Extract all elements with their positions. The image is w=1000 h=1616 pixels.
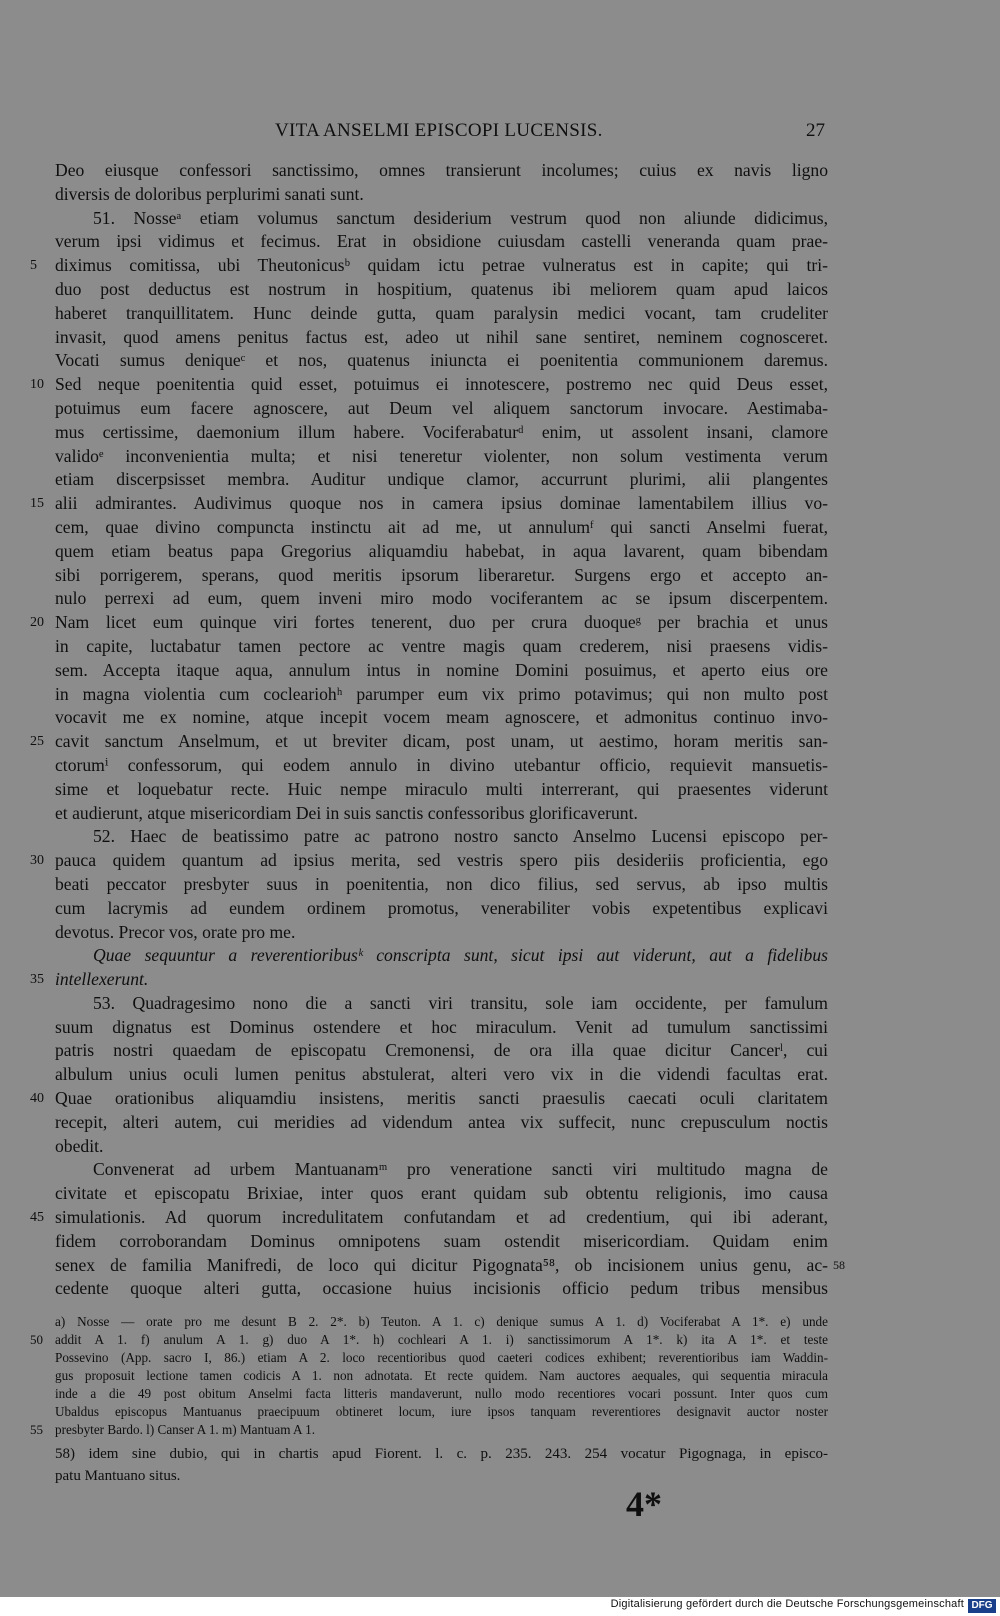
line-text: senex de familia Manifredi, de loco qui dicitur Pigognata⁵⁸, ob incisionem unius genu, ac-: [55, 1254, 828, 1275]
line-text: Quae sequuntur a reverentioribusᵏ conscripta sunt, sicut ipsi aut viderunt, aut a fidelibus: [93, 945, 828, 966]
signature-mark: 4*: [626, 1484, 662, 1524]
footnote-line: [0, 1313, 1000, 1331]
text-line: [0, 230, 1000, 254]
line-number: 15: [30, 496, 44, 512]
page-number: 27: [806, 120, 825, 141]
line-text: Nam licet eum quinque viri fortes tenerent, duo per crura duoqueᵍ per brachia et unus: [55, 612, 828, 633]
line-text: Quae orationibus aliquamdiu insistens, meritis sancti praesulis caecati oculi claritatem: [55, 1088, 828, 1109]
text-line: [0, 968, 1000, 992]
line-text: devotus. Precor vos, orate pro me.: [55, 921, 296, 942]
text-line: [0, 802, 1000, 826]
line-text: et audierunt, atque misericordiam Dei in suis sanctis confessoribus glorificaverunt.: [55, 802, 638, 823]
line-text: sime et loquebatur recte. Huic nempe miraculo multi interrerant, qui praesentes viderunt: [55, 778, 828, 799]
line-text: suum dignatus est Dominus ostendere et hoc miraculum. Venit ad tumulum sanctissimi: [55, 1016, 828, 1037]
text-line: [0, 611, 1000, 635]
line-number: 35: [30, 972, 44, 988]
footnote-line: [0, 1385, 1000, 1403]
text-line: [0, 730, 1000, 754]
line-text: Vocati sumus deniqueᶜ et nos, quatenus iniuncta ei poenitentia communionem daremus.: [55, 350, 828, 371]
line-number: 40: [30, 1091, 44, 1107]
line-text: haberet tranquillitatem. Hunc deinde gutta, quam paralysin medici vocant, tam crudeliter: [55, 302, 828, 323]
line-text: mus certissime, daemonium illum habere. Vociferabaturᵈ enim, ut assolent insani, clamore: [55, 421, 828, 442]
line-text: addit A 1. f) anulum A 1. g) duo A 1*. h) cochleari A 1. i) sanctissimorum A 1*. k) ita A 1*. et teste: [55, 1332, 828, 1347]
line-text: nulo perrexi ad eum, quem inveni miro modo vociferantem ac se ipsum discerpentem.: [55, 588, 828, 609]
line-text: Deo eiusque confessori sanctissimo, omnes transierunt incolumes; cuius ex navis ligno: [55, 160, 828, 180]
line-text: Sed neque poenitentia quid esset, potuimus ei innotescere, postremo nec quid Deus esset,: [55, 374, 828, 395]
footnote-line: [0, 1349, 1000, 1367]
line-text: diximus comitissa, ubi Theutonicusᵇ quidam ictu petrae vulneratus est in capite; qui tri-: [55, 255, 828, 276]
line-text: cavit sanctum Anselmum, et ut breviter dicam, post unam, ut aestimo, horam meritis san-: [55, 731, 828, 752]
line-text: 52. Haec de beatissimo patre ac patrono nostro sancto Anselmo Lucensi episcopo per-: [93, 826, 828, 847]
funding-credit: Digitalisierung gefördert durch die Deutsche Forschungsgemeinschaft: [610, 1598, 964, 1610]
footnote-line: [0, 1403, 1000, 1421]
text-line: [0, 254, 1000, 278]
text-line: [0, 778, 1000, 802]
text-line: [0, 302, 1000, 326]
page-header: [0, 120, 1000, 146]
text-line: [0, 1135, 1000, 1159]
line-text: civitate et episcopatu Brixiae, inter quos erant quidam sub obtentu religionis, imo causa: [55, 1183, 828, 1204]
line-text: Possevino (App. sacro I, 86.) etiam A 2. loco recentioribus quod caeteri codices exhibent; reverentioribus iam Waddin-: [55, 1350, 828, 1365]
text-line: [0, 849, 1000, 873]
line-text: validoᵉ inconvenientia multa; et nisi teneretur violenter, non solum vestimenta verum: [55, 445, 828, 466]
line-text: sem. Accepta itaque aqua, annulum intus in nomine Domini posuimus, et aperto eius ore: [55, 659, 828, 680]
line-number: 20: [30, 615, 44, 631]
footnotes: [0, 1313, 1000, 1439]
text-line: [0, 326, 1000, 350]
text-line: [0, 492, 1000, 516]
line-text: cem, quae divino compuncta instinctu ait ad me, ut annulumᶠ qui sancti Anselmi fuerat,: [55, 516, 828, 537]
line-text: beati peccator presbyter suus in poenitentia, non dico filius, sed servus, ab ipso multis: [55, 873, 828, 894]
editor-note-58: [0, 1443, 1000, 1487]
text-line: [0, 1111, 1000, 1135]
text-line: [0, 516, 1000, 540]
footnote-line: [0, 1367, 1000, 1385]
digitization-footer: [0, 1597, 1000, 1616]
text-line: [0, 1277, 1000, 1301]
text-line: [0, 921, 1000, 945]
line-text: obedit.: [55, 1135, 104, 1156]
line-text: vocavit me ex nomine, atque incepit vocem meam agnoscere, et admonitus continuo invo-: [55, 707, 828, 728]
line-text: gus proposuit lectione tamen codicis A 1. non adnotata. Et recte quidem. Nam auctores aequales, qui sequentia miracula: [55, 1368, 828, 1383]
footnote-line: [0, 1331, 1000, 1349]
line-number: 5: [30, 258, 37, 274]
line-text: patu Mantuano situs.: [55, 1468, 181, 1484]
line-text: diversis de doloribus perplurimi sanati sunt.: [55, 183, 364, 204]
line-text: patris nostri quaedam de episcopatu Cremonensi, de ora illa quae dicitur Cancerˡ, cui: [55, 1040, 828, 1061]
text-line: [0, 445, 1000, 469]
text-line: [0, 873, 1000, 897]
text-line: [0, 1039, 1000, 1063]
text-line: [0, 1063, 1000, 1087]
line-text: Convenerat ad urbem Mantuanamᵐ pro veneratione sancti viri multitudo magna de: [93, 1159, 828, 1180]
text-line: [0, 564, 1000, 588]
line-number: 50: [30, 1332, 43, 1347]
line-number: 25: [30, 734, 44, 750]
line-text: 51. Nosseᵃ etiam volumus sanctum desiderium vestrum quod non aliunde didicimus,: [93, 207, 828, 228]
text-line: [0, 540, 1000, 564]
line-number: 10: [30, 377, 44, 393]
text-line: [0, 349, 1000, 373]
text-line: [0, 683, 1000, 707]
line-text: sibi porrigerem, sperans, quod meritis ipsorum liberaretur. Surgens ergo et accepto an-: [55, 564, 828, 585]
text-line: [0, 207, 1000, 231]
line-text: presbyter Bardo. l) Canser A 1. m) Mantuam A 1.: [55, 1422, 316, 1437]
line-text: invasit, quod amens penitus factus est, adeo ut nihil sane sentiret, neminem cognosceret.: [55, 326, 828, 347]
note-line: [0, 1443, 1000, 1465]
footnote-line: [0, 1421, 1000, 1439]
text-line: [0, 1087, 1000, 1111]
text-line: [0, 1158, 1000, 1182]
line-number: 30: [30, 853, 44, 869]
line-text: simulationis. Ad quorum incredulitatem confutandam et ad credentium, qui ibi aderant,: [55, 1207, 828, 1228]
line-text: recepit, alteri autem, cui meridies ad videndum antea vix suffecit, nunc crepusculum noctis: [55, 1111, 828, 1132]
text-line: [0, 825, 1000, 849]
text-line: [0, 1206, 1000, 1230]
text-line: [0, 1182, 1000, 1206]
running-title: VITA ANSELMI EPISCOPI LUCENSIS.: [275, 120, 603, 141]
text-line: [0, 421, 1000, 445]
line-text: quem etiam beatus papa Gregorius aliquamdiu habebat, in aqua lavarent, quam bibendam: [55, 540, 828, 561]
line-text: duo post deductus est nostrum in hospitium, quatenus ibi meliorem quam apud laicos: [55, 278, 828, 299]
line-text: in capite, luctabatur tamen pectore ac ventre magis quam crederem, nisi praesens vidis-: [55, 635, 828, 656]
text-line: [0, 635, 1000, 659]
line-text: potuimus eum facere agnoscere, aut Deum vel aliquem sanctorum invocare. Aestimaba-: [55, 397, 828, 418]
line-text: verum ipsi vidimus et fecimus. Erat in obsidione cuiusdam castelli veneranda quam prae-: [55, 231, 828, 252]
note-line: [0, 1465, 1000, 1487]
line-text: albulum unius oculi lumen penitus abstulerat, alteri vero vix in die videndi facultas erat.: [55, 1064, 828, 1085]
line-text: fidem corroborandam Dominus omnipotens suam ostendit misericordiam. Quidam enim: [55, 1230, 828, 1251]
text-line: [0, 1016, 1000, 1040]
dfg-logo-icon: DFG: [968, 1599, 996, 1613]
text-line: [0, 183, 1000, 207]
text-line: [0, 659, 1000, 683]
text-line: [0, 897, 1000, 921]
line-text: intellexerunt.: [55, 969, 149, 990]
text-line: [0, 992, 1000, 1016]
text-line: [0, 754, 1000, 778]
line-text: Ubaldus episcopus Mantuanus praecipuum obtineret locum, iure ipsos tanquam reverentiores designavit auctor noster: [55, 1404, 828, 1419]
line-text: pauca quidem quantum ad ipsius merita, sed vestris spero piis desideriis proficientia, ego: [55, 850, 828, 871]
text-line: [0, 706, 1000, 730]
line-text: inde a die 49 post obitum Anselmi facta litteris mandaverunt, nullo modo recentiores vocari possunt. Inter quos cum: [55, 1386, 828, 1401]
text-line: [0, 278, 1000, 302]
main-text: [0, 159, 1000, 1301]
text-line: [0, 468, 1000, 492]
text-line: [0, 159, 1000, 183]
line-text: cedente quoque alteri gutta, occasione huius incisionis officio pedum tribus mensibus: [55, 1278, 828, 1299]
text-line: [0, 1254, 1000, 1278]
text-line: [0, 587, 1000, 611]
line-text: a) Nosse — orate pro me desunt B 2. 2*. b) Teuton. A 1. c) denique sumus A 1. d) Vociferabat A 1*. e) unde: [55, 1314, 828, 1329]
line-text: etiam discerpsisset membra. Auditur undique clamor, accurrunt plurimi, alii plangentes: [55, 469, 828, 490]
margin-note-ref: 58: [833, 1257, 845, 1272]
line-text: in magna violentia cum cocleariohʰ parumper eum vix primo potavimus; qui non multo post: [55, 683, 828, 704]
line-text: 58) idem sine dubio, qui in chartis apud Fiorent. l. c. p. 235. 243. 254 vocatur Pigognaga, in episco-: [55, 1446, 828, 1462]
line-text: 53. Quadragesimo nono die a sancti viri transitu, sole iam occidente, per famulum: [93, 992, 828, 1013]
line-text: cum lacrymis ad eundem ordinem promotus, venerabiliter vobis expetentibus explicavi: [55, 897, 828, 918]
line-text: alii admirantes. Audivimus quoque nos in camera ipsius dominae lamentabilem illius vo-: [55, 493, 828, 514]
text-line: [0, 397, 1000, 421]
line-text: ctorumⁱ confessorum, qui eodem annulo in divino utebantur officio, requievit mansuetis-: [55, 754, 828, 775]
line-number: 55: [30, 1422, 43, 1437]
text-line: [0, 373, 1000, 397]
text-line: [0, 1230, 1000, 1254]
text-line: [0, 944, 1000, 968]
line-number: 45: [30, 1210, 44, 1226]
